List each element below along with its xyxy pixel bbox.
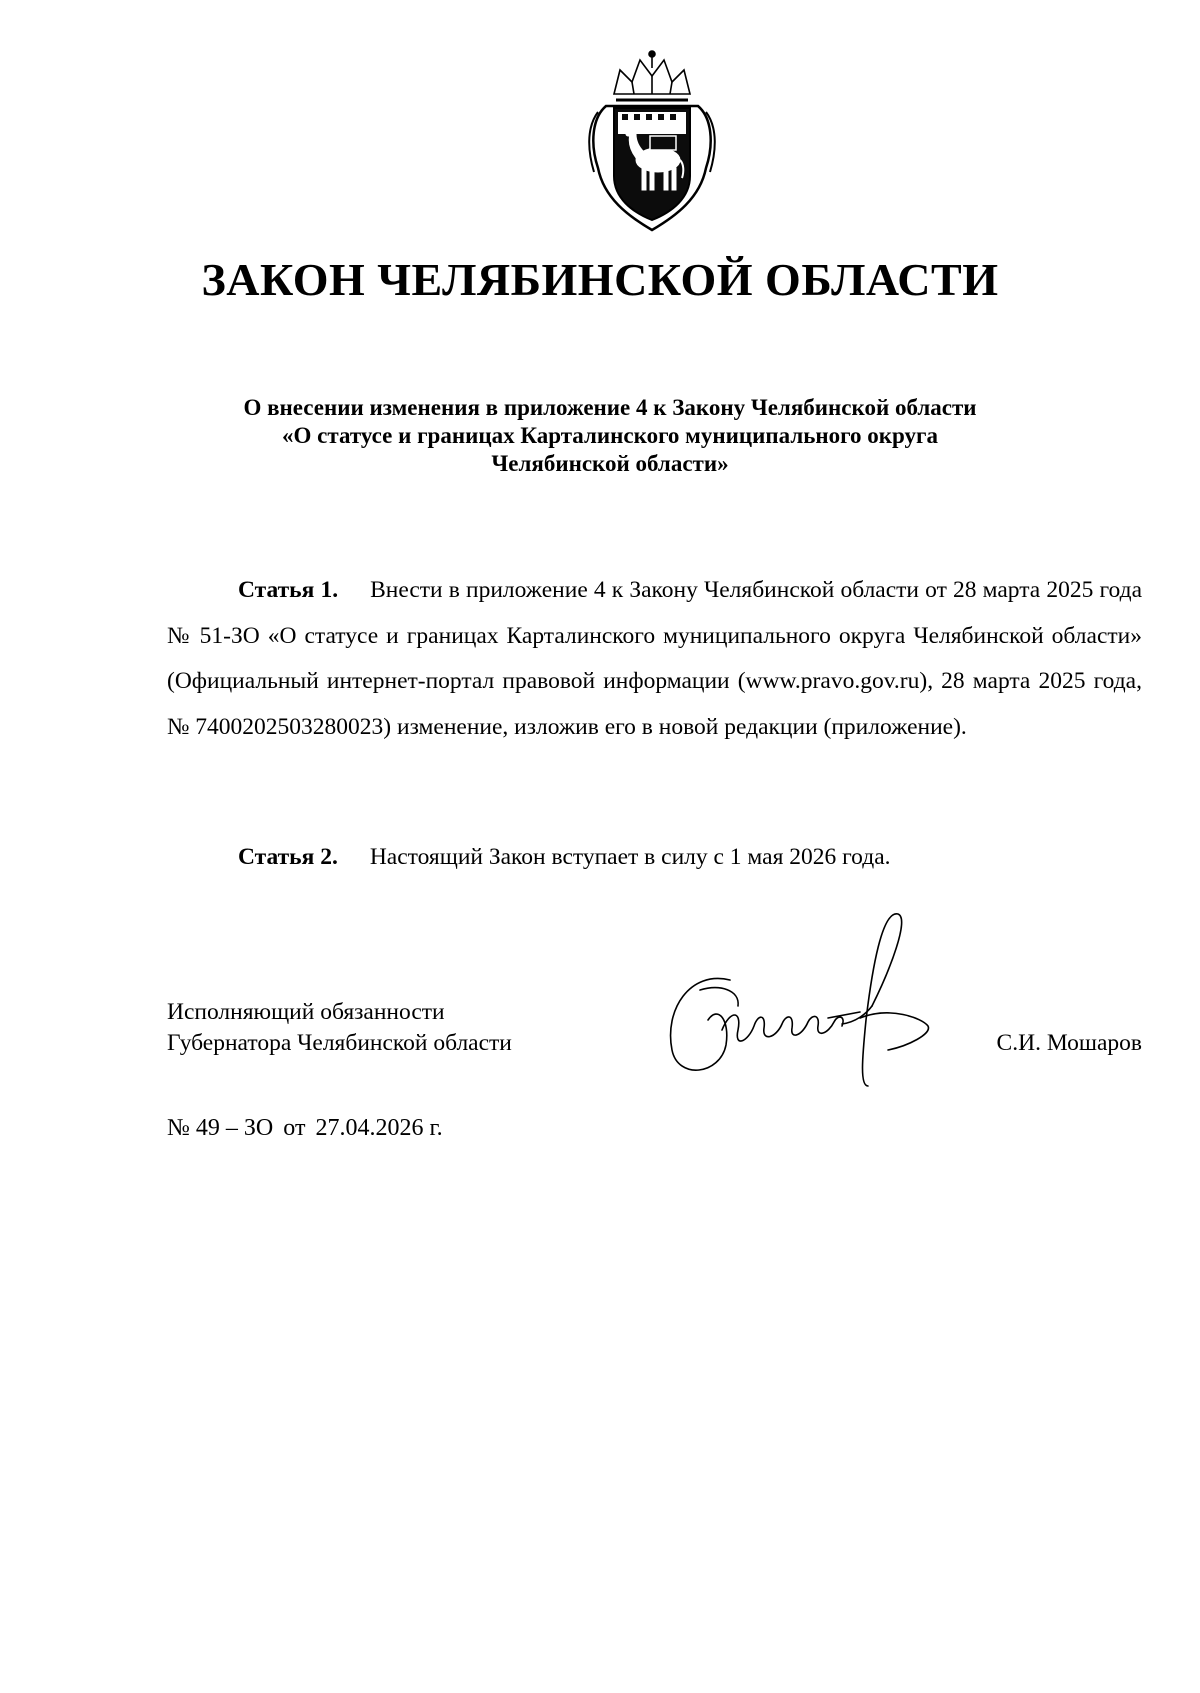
signatory-position-line: Губернатора Челябинской области — [167, 1030, 512, 1056]
law-date: 27.04.2026 г. — [315, 1115, 443, 1141]
coat-of-arms-icon — [584, 48, 720, 232]
signatory-position — [167, 997, 512, 1059]
article-2-text: Настоящий Закон вступает в силу с 1 мая 2026 года. — [369, 844, 891, 870]
law-number — [167, 1113, 443, 1144]
law-number-value: № 49 – ЗО — [167, 1115, 274, 1141]
subtitle-line: «О статусе и границах Карталинского муниципального округа — [282, 423, 938, 448]
article-1 — [167, 568, 1142, 750]
article-2-label: Статья 2. — [238, 844, 338, 870]
subtitle-line: Челябинской области» — [491, 451, 729, 476]
signatory-name: С.И. Мошаров — [996, 1030, 1142, 1056]
document-title: ЗАКОН ЧЕЛЯБИНСКОЙ ОБЛАСТИ — [201, 254, 999, 305]
article-1-label: Статья 1. — [238, 577, 339, 603]
document-subtitle — [160, 394, 1060, 478]
signature-icon — [660, 910, 950, 1090]
subtitle-line: О внесении изменения в приложение 4 к Закону Челябинской области — [243, 395, 977, 420]
article-2 — [167, 835, 1142, 881]
article-1-text: Внести в приложение 4 к Закону Челябинской области от 28 марта 2025 года № 51-ЗО «О статусе и границах Карталинского муниципального округа Челябинской области» (Официальный интернет-портал правовой информации (www.pravo.gov.ru), 28 марта 2025 года, № 7400202503280023) изменение, изложив его в новой редакции (приложение). — [167, 577, 1142, 740]
law-number-from: от — [283, 1115, 306, 1141]
signatory-position-line: Исполняющий обязанности — [167, 999, 445, 1025]
